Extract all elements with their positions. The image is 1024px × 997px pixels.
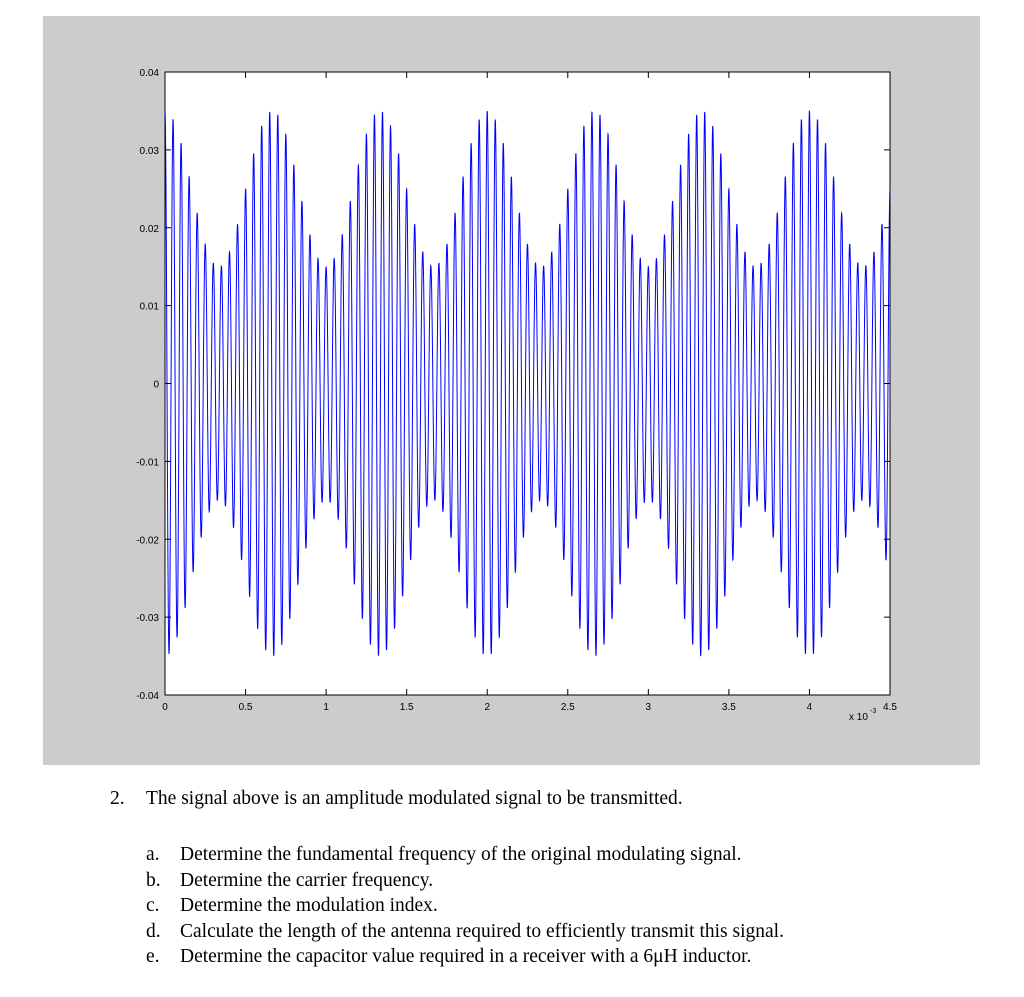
question-item-letter: b. — [146, 869, 161, 891]
x-multiplier-exponent: -3 — [870, 708, 877, 715]
x-tick-label: 4 — [806, 702, 813, 713]
y-tick-label: -0.03 — [136, 613, 159, 625]
plot-area — [165, 72, 890, 695]
question-block — [110, 788, 990, 970]
y-tick-label: -0.01 — [136, 457, 159, 469]
question-item — [146, 944, 990, 970]
x-tick-label: 4.5 — [883, 702, 897, 713]
x-multiplier-label: x 10 — [849, 712, 868, 723]
x-tick-label: 3.5 — [721, 702, 736, 713]
x-tick-label: 2.5 — [560, 702, 575, 713]
figure-panel — [43, 16, 980, 765]
x-tick-label: 1.5 — [399, 702, 414, 713]
question-item-text: Determine the modulation index. — [180, 895, 438, 916]
x-tick-label: 0.5 — [238, 702, 253, 713]
y-tick-label: 0.03 — [139, 145, 159, 157]
question-item — [146, 868, 990, 894]
y-tick-label: 0.01 — [139, 301, 159, 313]
question-items — [146, 842, 990, 970]
am-signal-chart — [43, 16, 980, 765]
question-item-letter: e. — [146, 946, 160, 967]
question-item-letter: a. — [146, 844, 160, 865]
y-tick-label: 0.04 — [139, 68, 159, 79]
y-tick-label: 0 — [153, 379, 159, 391]
x-tick-label: 0 — [162, 702, 168, 713]
question-item-text: Determine the capacitor value required in a receiver with a 6μH inductor. — [180, 946, 752, 967]
question-text: The signal above is an amplitude modulated signal to be transmitted. — [146, 788, 683, 809]
question-number: 2. — [110, 788, 125, 809]
question-item-text: Determine the carrier frequency. — [180, 869, 434, 891]
y-tick-label: 0.02 — [139, 223, 159, 235]
question-item-letter: d. — [146, 920, 161, 942]
question-item — [146, 842, 990, 868]
x-tick-label: 1 — [323, 702, 329, 713]
question-item-letter: c. — [146, 895, 160, 916]
question-item-text: Calculate the length of the antenna required to efficiently transmit this signal. — [180, 920, 784, 942]
y-tick-label: -0.04 — [136, 691, 159, 702]
x-tick-label: 3 — [645, 702, 652, 713]
question-item — [146, 919, 990, 945]
y-tick-label: -0.02 — [136, 535, 159, 547]
x-tick-label: 2 — [484, 702, 491, 713]
question-item — [146, 893, 990, 919]
question-item-text: Determine the fundamental frequency of the original modulating signal. — [180, 844, 742, 865]
